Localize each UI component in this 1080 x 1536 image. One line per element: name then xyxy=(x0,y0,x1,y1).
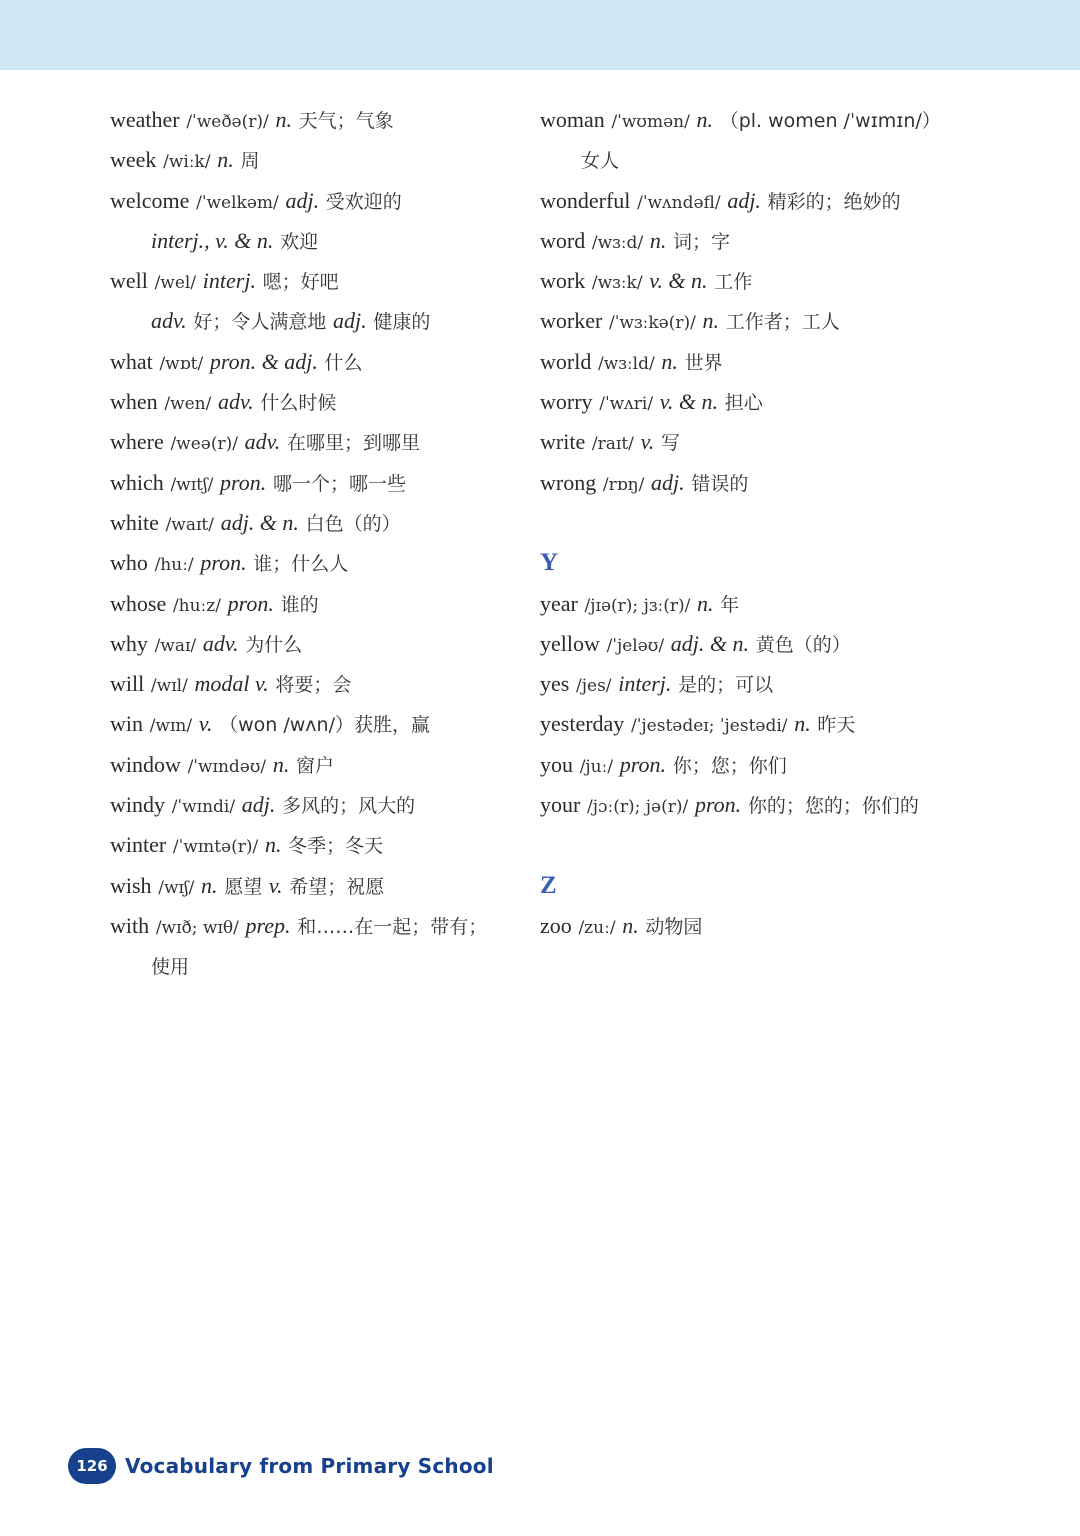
section-letter: Y xyxy=(540,549,559,577)
part-of-speech: interj. xyxy=(202,268,256,294)
vocab-entry xyxy=(540,181,1020,221)
vocab-entry xyxy=(540,422,1020,462)
part-of-speech: n. xyxy=(696,107,713,132)
headword: win xyxy=(110,711,143,737)
vocab-entry xyxy=(110,503,530,543)
left-column xyxy=(110,100,530,987)
part-of-speech: interj. xyxy=(618,671,672,697)
definition: 谁；什么人 xyxy=(253,553,349,576)
part-of-speech: n. xyxy=(697,590,714,616)
phonetic: /raɪt/ xyxy=(591,434,634,455)
phonetic: /wɜːld/ xyxy=(598,353,655,374)
phonetic: /ˈwelkəm/ xyxy=(196,192,279,213)
definition: 担心 xyxy=(724,392,763,415)
vocab-entry xyxy=(110,261,530,301)
definition: 为什么 xyxy=(245,633,303,656)
part-of-speech: pron. xyxy=(694,792,742,818)
section-letter: Z xyxy=(540,871,557,899)
headword: winter xyxy=(110,832,167,858)
part-of-speech: n. xyxy=(649,227,667,253)
definition: 年 xyxy=(720,593,740,616)
definition: （pl. women /ˈwɪmɪn/） xyxy=(719,110,941,132)
vocab-entry xyxy=(540,785,1020,825)
headword: you xyxy=(540,751,573,777)
vocab-entry xyxy=(110,140,530,180)
part-of-speech: n. xyxy=(272,751,290,777)
definition: 精彩的；绝妙的 xyxy=(767,190,901,213)
headword: will xyxy=(110,671,145,697)
definition: 窗户 xyxy=(296,754,335,777)
phonetic: /zuː/ xyxy=(578,917,616,938)
phonetic: /jɪə(r); jɜː(r)/ xyxy=(584,595,691,616)
phonetic: /huːz/ xyxy=(172,595,221,616)
definition: 周 xyxy=(240,150,260,173)
definition: 希望；祝愿 xyxy=(289,875,385,898)
definition: 是的；可以 xyxy=(678,674,774,697)
headword: windy xyxy=(110,792,165,818)
vocab-entry xyxy=(110,181,530,221)
part-of-speech: v. & n. xyxy=(659,389,719,415)
headword: yes xyxy=(540,671,570,697)
definition: 工作 xyxy=(714,271,753,294)
part-of-speech: n. xyxy=(622,912,639,938)
headword: woman xyxy=(540,107,605,132)
spacer xyxy=(540,503,1020,543)
headword: why xyxy=(110,630,148,656)
definition: 使用 xyxy=(151,956,190,979)
definition: 多风的；风大的 xyxy=(282,795,416,818)
vocab-entry xyxy=(110,704,530,744)
definition: 什么 xyxy=(324,351,363,374)
part-of-speech: n. xyxy=(201,872,218,898)
headword: when xyxy=(110,389,158,415)
phonetic: /ˈwʊmən/ xyxy=(611,112,690,132)
definition: 动物园 xyxy=(645,915,703,938)
phonetic: /weə(r)/ xyxy=(170,434,238,455)
phonetic: /huː/ xyxy=(154,555,194,576)
vocab-entry xyxy=(540,301,1020,341)
definition: 昨天 xyxy=(817,714,856,737)
headword: wrong xyxy=(540,469,597,495)
definition: 白色（的） xyxy=(305,512,401,535)
part-of-speech: n. xyxy=(217,147,234,173)
definition: 受欢迎的 xyxy=(325,190,402,213)
vocab-entry-continuation xyxy=(110,946,530,986)
vocab-entry xyxy=(540,342,1020,382)
phonetic: /ˈweðə(r)/ xyxy=(186,112,269,132)
definition: 冬季；冬天 xyxy=(288,835,384,858)
part-of-speech: n. xyxy=(264,832,282,858)
vocab-entry xyxy=(540,664,1020,704)
headword: word xyxy=(540,227,586,253)
headword: well xyxy=(110,268,148,294)
right-column xyxy=(540,100,1020,946)
vocab-entry xyxy=(540,624,1020,664)
definition: 嗯；好吧 xyxy=(262,271,339,294)
vocab-entry xyxy=(110,382,530,422)
headword: what xyxy=(110,348,153,374)
definition: 工作者；工人 xyxy=(725,311,840,334)
part-of-speech: adj. xyxy=(727,187,761,213)
vocab-entry-continuation xyxy=(110,221,530,261)
part-of-speech: v. & n. xyxy=(649,268,708,294)
vocab-entry xyxy=(110,422,530,462)
part-of-speech: pron. & adj. xyxy=(209,348,318,374)
vocab-entry xyxy=(110,906,530,946)
definition: 在哪里；到哪里 xyxy=(286,432,420,455)
top-banner xyxy=(0,0,1080,70)
part-of-speech: n. xyxy=(275,107,292,132)
definition: 将要；会 xyxy=(275,674,352,697)
phonetic: /wɪð; wɪθ/ xyxy=(155,917,239,938)
phonetic: /wɪl/ xyxy=(150,676,188,697)
part-of-speech: adv. xyxy=(151,308,187,334)
part-of-speech: adv. xyxy=(202,630,239,656)
headword: weather xyxy=(110,107,180,132)
part-of-speech: adv. xyxy=(218,389,254,415)
headword: where xyxy=(110,429,164,455)
definition: 愿望 xyxy=(224,875,263,898)
definition: 什么时候 xyxy=(260,392,337,415)
vocab-entry xyxy=(540,261,1020,301)
headword: who xyxy=(110,550,148,576)
vocab-entry xyxy=(110,745,530,785)
part-of-speech: n. xyxy=(661,348,678,374)
definition: 女人 xyxy=(581,150,620,173)
headword: wish xyxy=(110,872,152,898)
phonetic: /wɪtʃ/ xyxy=(170,474,214,495)
phonetic: /ˈwɪndəʊ/ xyxy=(187,756,267,777)
part-of-speech: prep. xyxy=(245,912,291,938)
part-of-speech: v. xyxy=(640,429,655,455)
definition: 哪一个；哪一些 xyxy=(272,472,406,495)
phonetic: /ˈwʌndəfl/ xyxy=(637,192,721,213)
phonetic: /jes/ xyxy=(576,676,612,697)
definition: 黄色（的） xyxy=(755,633,851,656)
headword: worker xyxy=(540,308,603,334)
vocab-entry xyxy=(540,221,1020,261)
part-of-speech: pron. xyxy=(227,590,274,616)
headword: window xyxy=(110,751,181,777)
headword: with xyxy=(110,912,150,938)
definition: 错误的 xyxy=(691,472,749,495)
vocab-entry xyxy=(540,745,1020,785)
headword: yellow xyxy=(540,630,600,656)
vocab-entry-continuation xyxy=(110,301,530,341)
part-of-speech: pron. xyxy=(200,550,247,576)
part-of-speech: adj. xyxy=(651,469,685,495)
definition: 和……在一起；带有； xyxy=(297,915,488,938)
definition: 世界 xyxy=(684,351,723,374)
definition: 词；字 xyxy=(673,230,731,253)
vocab-entry xyxy=(110,825,530,865)
phonetic: /wɪn/ xyxy=(149,716,193,737)
phonetic: /wɒt/ xyxy=(159,353,204,374)
part-of-speech: pron. xyxy=(619,751,667,777)
page-number-badge: 126 xyxy=(68,1448,116,1484)
phonetic: /ˈwɪntə(r)/ xyxy=(172,837,259,858)
vocab-entry xyxy=(110,463,530,503)
phonetic: /juː/ xyxy=(579,756,614,777)
vocab-entry xyxy=(540,584,1020,624)
phonetic: /ˈwʌri/ xyxy=(599,394,654,415)
vocab-entry xyxy=(540,382,1020,422)
phonetic: /wel/ xyxy=(154,273,197,294)
part-of-speech: adj. xyxy=(333,308,367,334)
phonetic: /ˈwɪndi/ xyxy=(171,797,236,818)
phonetic: /ˈwɜːkə(r)/ xyxy=(609,313,696,334)
phonetic: /rɒŋ/ xyxy=(602,474,645,495)
headword: welcome xyxy=(110,187,190,213)
definition: 你的；您的；你们的 xyxy=(747,795,919,818)
part-of-speech: modal v. xyxy=(194,671,269,697)
footer-title: Vocabulary from Primary School xyxy=(125,1454,494,1478)
phonetic: /wɪʃ/ xyxy=(158,877,195,898)
headword: work xyxy=(540,268,586,294)
headword: write xyxy=(540,429,586,455)
phonetic: /jɔː(r); jə(r)/ xyxy=(587,797,689,818)
vocab-entry xyxy=(110,785,530,825)
vocab-entry xyxy=(110,624,530,664)
headword: worry xyxy=(540,389,593,415)
part-of-speech: pron. xyxy=(220,469,267,495)
definition: 谁的 xyxy=(280,593,319,616)
page-footer xyxy=(68,1446,494,1486)
vocab-entry xyxy=(110,543,530,583)
vocab-entry xyxy=(540,463,1020,503)
definition: 欢迎 xyxy=(280,230,319,253)
phonetic: /wiːk/ xyxy=(163,152,211,173)
vocab-entry-continuation xyxy=(540,140,1020,180)
definition: 健康的 xyxy=(373,311,431,334)
section-letter-heading xyxy=(540,866,1020,906)
part-of-speech: adj. & n. xyxy=(220,509,299,535)
part-of-speech: adv. xyxy=(244,429,281,455)
headword: world xyxy=(540,348,592,374)
definition: 你；您；你们 xyxy=(672,754,787,777)
vocab-entry xyxy=(540,906,1020,946)
definition: （won /wʌn/）获胜，赢 xyxy=(219,714,430,737)
phonetic: /waɪ/ xyxy=(154,635,197,656)
vocab-entry xyxy=(540,100,1020,140)
phonetic: /waɪt/ xyxy=(165,514,214,535)
phonetic: /wɜːd/ xyxy=(591,232,644,253)
vocab-entry xyxy=(110,664,530,704)
headword: wonderful xyxy=(540,187,631,213)
vocab-entry xyxy=(540,704,1020,744)
headword: which xyxy=(110,469,164,495)
part-of-speech: n. xyxy=(794,711,811,737)
phonetic: /ˈjestədeɪ; ˈjestədi/ xyxy=(630,716,788,737)
definition: 好；令人满意地 xyxy=(193,311,327,334)
vocab-entry xyxy=(110,100,530,140)
vocab-entry xyxy=(110,866,530,906)
phonetic: /wɜːk/ xyxy=(591,273,643,294)
headword: your xyxy=(540,792,581,818)
definition: 写 xyxy=(660,432,680,455)
spacer xyxy=(540,825,1020,865)
vocab-entry xyxy=(110,584,530,624)
headword: week xyxy=(110,147,157,173)
part-of-speech: n. xyxy=(702,308,719,334)
part-of-speech: v. xyxy=(198,711,213,737)
part-of-speech: interj., v. & n. xyxy=(151,227,274,253)
section-letter-heading xyxy=(540,543,1020,583)
headword: yesterday xyxy=(540,711,625,737)
headword: zoo xyxy=(540,912,572,938)
part-of-speech: adj. xyxy=(285,187,320,213)
definition: 天气；气象 xyxy=(298,110,394,132)
part-of-speech: v. xyxy=(268,872,283,898)
headword: whose xyxy=(110,590,167,616)
headword: white xyxy=(110,509,159,535)
headword: year xyxy=(540,590,578,616)
part-of-speech: adj. xyxy=(241,792,276,818)
phonetic: /wen/ xyxy=(164,394,212,415)
part-of-speech: adj. & n. xyxy=(670,630,749,656)
phonetic: /ˈjeləʊ/ xyxy=(606,635,665,656)
vocab-entry xyxy=(110,342,530,382)
